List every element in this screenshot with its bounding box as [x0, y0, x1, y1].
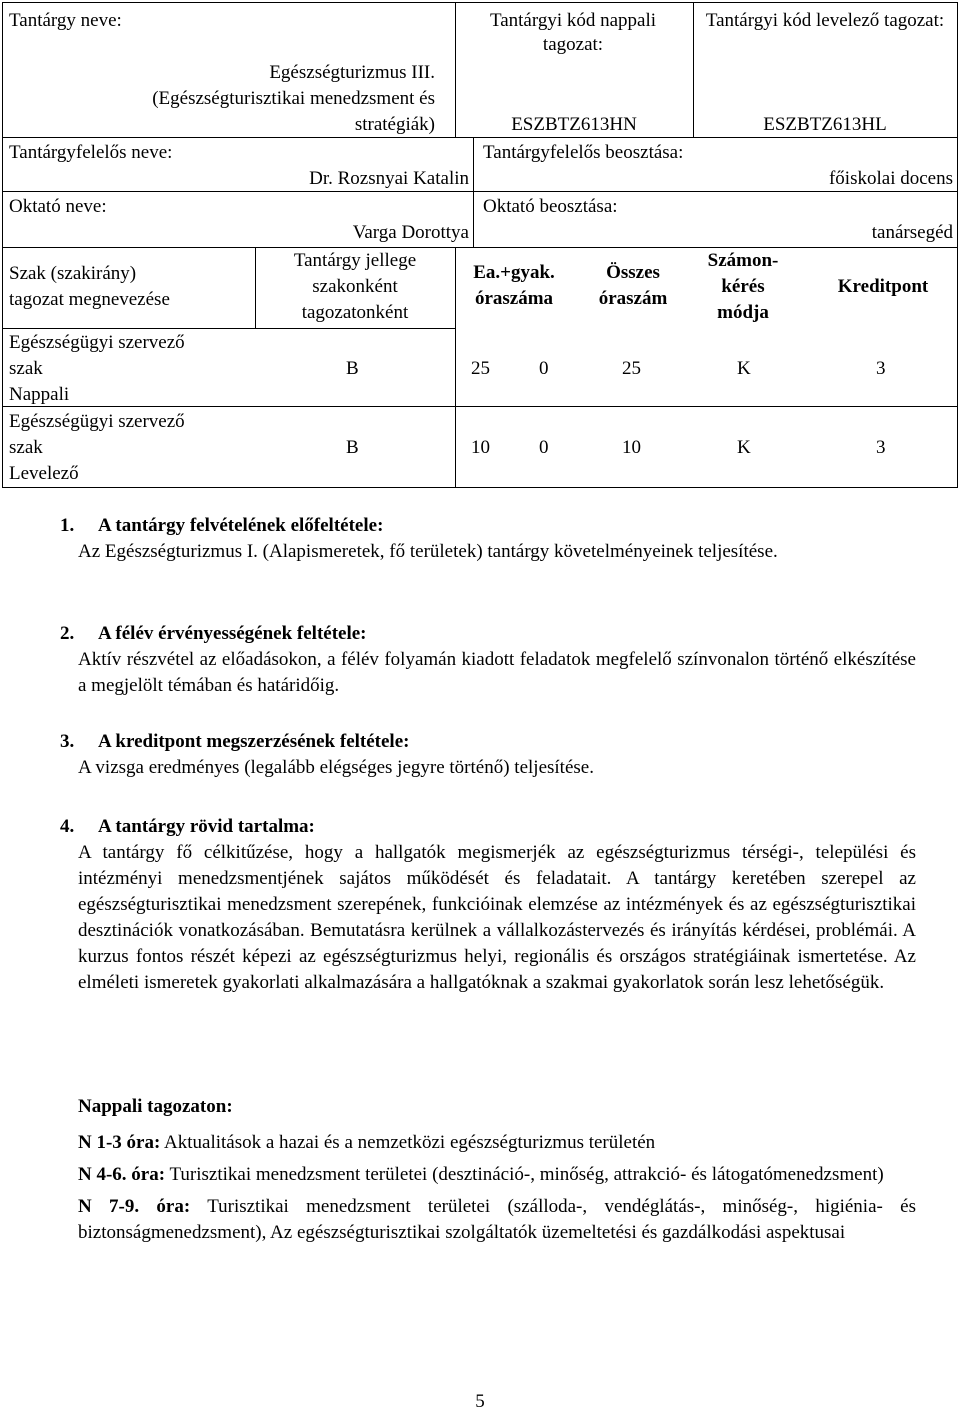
responsible-name: Dr. Rozsnyai Katalin: [309, 168, 469, 189]
hours-header: Ea.+gyak.: [473, 262, 555, 283]
row-divider: [3, 328, 455, 329]
teacher-position: tanársegéd: [871, 222, 953, 243]
major-header: Szak (szakirány): [9, 263, 137, 284]
section-text: Az Egészségturizmus I. (Alapismeretek, fő területek) tantárgy követelményeinek teljesítése.: [78, 541, 778, 562]
schedule-label: N 1-3 óra:: [78, 1132, 161, 1153]
row-major: Egészségügyi szervező: [9, 411, 185, 432]
credit-header: Kreditpont: [837, 276, 929, 297]
col-divider: [473, 137, 474, 247]
row-exam: K: [737, 437, 751, 458]
row-major: Nappali: [9, 384, 70, 405]
schedule-text: Turisztikai menedzsment területei (szálloda-, vendéglátás-, minőség-, higiénia- és biztonságmenedzsment), Az egészségturisztikai szolgáltatók üzemeltetési és gazdálkodási aspektusai: [78, 1196, 916, 1243]
course-info-table: [2, 2, 958, 488]
page-number: 5: [475, 1391, 485, 1412]
section-number: 2.: [60, 623, 75, 644]
col-divider: [455, 247, 456, 487]
row-exam: K: [737, 358, 751, 379]
section-text: A tantárgy fő célkitűzése, hogy a hallgatók megismerjék az egészségturizmus térségi-, települési és intézményi menedzsmentjének sajátos működését és feladatait. A tantárgy keretében szerepel az egészségturisztikai menedzsment szerepének, funkcióinak elemzése az intézmények és az egészségturisztikai desztinációk vonatkozásában. Bemutatásra kerülnek a vállalkozástervezés és irányítás kérdései, problémái. A kurzus fontos részét képezi az egészségturizmus helyi, regionális és országos stratégiáinak ismertetése. Az elméleti ismeretek gyakorlati alkalmazására a hallgatóknak a szakmai gyakorlatok során lesz lehetőségük.: [78, 842, 916, 993]
section-number: 1.: [60, 515, 75, 536]
subject-name-line: (Egészségturisztikai menedzsment és: [152, 88, 435, 109]
character-header: tagozatonként: [301, 302, 409, 323]
section-text: Aktív részvétel az előadásokon, a félév folyamán kiadott feladatok megfelelő színvonalon történő elkészítése a megjelölt témában és határidőig.: [78, 649, 916, 696]
code-corr-label: Tantárgyi kód levelező tagozat:: [705, 10, 945, 31]
row-total: 10: [622, 437, 641, 458]
row-major: Levelező: [9, 463, 79, 484]
code-day-label: Tantárgyi kód nappali tagozat:: [489, 10, 657, 55]
section-number: 3.: [60, 731, 75, 752]
row-divider: [3, 137, 957, 138]
character-header: Tantárgy jellege: [293, 250, 417, 271]
schedule-item: [78, 1194, 916, 1246]
section-content: [78, 814, 916, 996]
row-major: Egészségügyi szervező: [9, 332, 185, 353]
row-character: B: [346, 358, 359, 379]
subject-name-line: stratégiák): [354, 114, 435, 135]
hours-header: óraszáma: [474, 288, 554, 309]
row-divider: [3, 247, 957, 248]
schedule-text: Turisztikai menedzsment területei (desztináció-, minőség, attrakció- és látogatómenedzsment): [169, 1164, 884, 1185]
schedule-heading: Nappali tagozaton:: [78, 1096, 233, 1117]
section-text: A vizsga eredményes (legalább elégséges jegyre történő) teljesítése.: [78, 757, 594, 778]
schedule: [78, 1094, 916, 1246]
exam-header: kérés: [721, 276, 765, 297]
row-credit: 3: [876, 358, 886, 379]
section-prerequisite: [78, 513, 916, 565]
schedule-item: [78, 1130, 916, 1156]
total-header: Összes: [606, 262, 660, 283]
section-validity: [78, 621, 916, 699]
section-credit: [78, 729, 916, 781]
schedule-label: N 7-9. óra:: [78, 1196, 191, 1217]
row-credit: 3: [876, 437, 886, 458]
major-header: tagozat megnevezése: [9, 289, 170, 310]
row-divider: [3, 191, 957, 192]
row-practice: 0: [539, 437, 549, 458]
section-title: A tantárgy felvételének előfeltétele:: [98, 515, 384, 536]
row-total: 25: [622, 358, 641, 379]
row-lecture: 25: [471, 358, 490, 379]
row-character: B: [346, 437, 359, 458]
section-number: 4.: [60, 816, 75, 837]
teacher-name: Varga Dorottya: [352, 222, 469, 243]
section-title: A tantárgy rövid tartalma:: [98, 816, 315, 837]
schedule-text: Aktualitások a hazai és a nemzetközi egészségturizmus területén: [164, 1132, 656, 1153]
teacher-position-label: Oktató beosztása:: [483, 196, 618, 217]
schedule-label: N 4-6. óra:: [78, 1164, 166, 1185]
row-major: szak: [9, 358, 43, 379]
responsible-position: főiskolai docens: [828, 168, 953, 189]
code-day-value: ESZBTZ613HN: [511, 114, 637, 135]
schedule-item: [78, 1162, 916, 1188]
exam-header: módja: [717, 302, 769, 323]
exam-header: Számon-: [707, 250, 779, 271]
responsible-label: Tantárgyfelelős neve:: [9, 142, 173, 163]
teacher-label: Oktató neve:: [9, 196, 107, 217]
row-major: szak: [9, 437, 43, 458]
subject-name-line: Egészségturizmus III.: [269, 62, 435, 83]
row-lecture: 10: [471, 437, 490, 458]
total-header: óraszám: [598, 288, 668, 309]
subject-name-label: Tantárgy neve:: [9, 10, 122, 31]
responsible-position-label: Tantárgyfelelős beosztása:: [483, 142, 684, 163]
row-divider: [3, 406, 957, 407]
code-corr-value: ESZBTZ613HL: [763, 114, 887, 135]
character-header: szakonként: [312, 276, 398, 297]
section-title: A félév érvényességének feltétele:: [98, 623, 367, 644]
section-title: A kreditpont megszerzésének feltétele:: [98, 731, 410, 752]
row-practice: 0: [539, 358, 549, 379]
